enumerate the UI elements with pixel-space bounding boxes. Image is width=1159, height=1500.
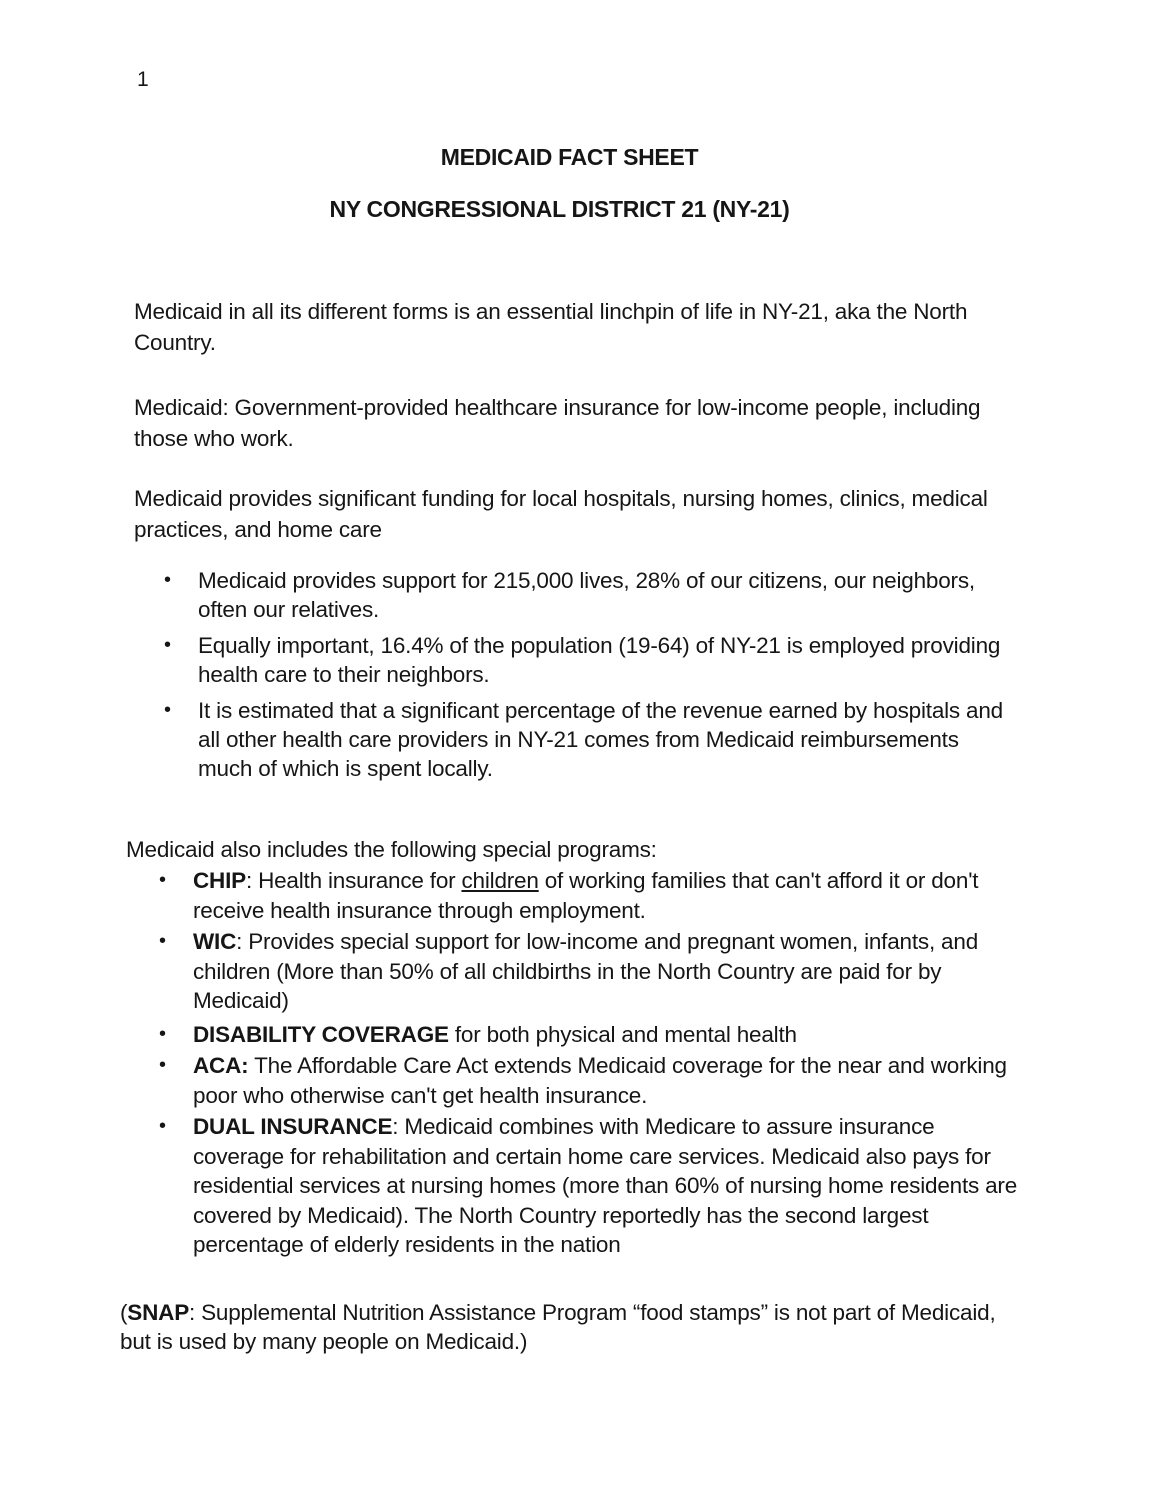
program-aca <box>159 1051 1018 1110</box>
page-number: 1 <box>137 68 149 91</box>
program-label: WIC <box>193 929 237 954</box>
program-text: : Provides special support for low-income and pregnant women, infants, and children (More than 50% of all childbirths in the North Country are paid for by Medicaid) <box>193 929 979 1013</box>
document-title: MEDICAID FACT SHEET <box>440 144 699 170</box>
program-label: ACA: <box>193 1053 249 1078</box>
bullet-icon: • <box>159 1054 166 1076</box>
program-wic <box>159 927 1018 1016</box>
program-label: DUAL INSURANCE <box>193 1114 393 1139</box>
list-item <box>164 566 1018 624</box>
program-disability <box>159 1020 1018 1050</box>
impact-list <box>164 566 1018 790</box>
list-item-text: Equally important, 16.4% of the population (19-64) of NY-21 is employed providing health care to their neighbors. <box>198 633 1001 687</box>
bullet-icon: • <box>159 930 166 952</box>
programs-intro: Medicaid also includes the following special programs: <box>126 837 657 862</box>
bullet-icon: • <box>159 1022 166 1045</box>
program-text: of working families that can't afford it or don't receive health insurance through employment. <box>193 868 979 923</box>
program-chip <box>159 866 1018 925</box>
snap-text: : Supplemental Nutrition Assistance Program “food stamps” is not part of Medicaid, but is used by many people on Medicaid.) <box>120 1300 996 1354</box>
definition-paragraph: Medicaid: Government-provided healthcare insurance for low-income people, including those who work. <box>134 395 981 451</box>
program-label: DISABILITY COVERAGE <box>193 1021 449 1047</box>
intro-paragraph: Medicaid in all its different forms is an essential linchpin of life in NY-21, aka the North Country. <box>134 299 968 355</box>
bullet-icon: • <box>164 634 171 656</box>
list-item <box>164 631 1018 689</box>
snap-open-paren: ( <box>120 1300 128 1325</box>
bullet-icon: • <box>164 699 171 721</box>
document-subtitle: NY CONGRESSIONAL DISTRICT 21 (NY-21) <box>329 196 790 222</box>
program-text: The Affordable Care Act extends Medicaid coverage for the near and working poor who otherwise can't get health insurance. <box>193 1053 1007 1108</box>
program-text: for both physical and mental health <box>448 1021 797 1047</box>
list-item <box>164 696 1018 783</box>
bullet-icon: • <box>164 569 171 591</box>
bullet-icon: • <box>159 869 166 891</box>
program-text: : Health insurance for <box>245 868 462 893</box>
program-text: : Medicaid combines with Medicare to assure insurance coverage for rehabilitation and certain home care services. Medicaid also pays for residential services at nursing homes (more than 60% of nursing home residents are covered by Medicaid). The North Country reportedly has the second largest percentage of elderly residents in the nation <box>193 1114 1018 1257</box>
list-item-text: It is estimated that a significant percentage of the revenue earned by hospitals and all other health care providers in NY-21 comes from Medicaid reimbursements much of which is spent locally. <box>198 698 1003 781</box>
bullet-icon: • <box>159 1115 166 1137</box>
snap-label: SNAP <box>127 1300 190 1325</box>
program-dual <box>159 1112 1018 1260</box>
program-label: CHIP <box>193 868 246 893</box>
list-item-text: Medicaid provides support for 215,000 lives, 28% of our citizens, our neighbors, often our relatives. <box>198 568 975 622</box>
programs-list <box>159 866 1018 1262</box>
snap-note <box>120 1298 1020 1356</box>
underlined-word: children <box>461 868 539 893</box>
funding-paragraph: Medicaid provides significant funding for local hospitals, nursing homes, clinics, medical practices, and home care <box>134 486 988 542</box>
